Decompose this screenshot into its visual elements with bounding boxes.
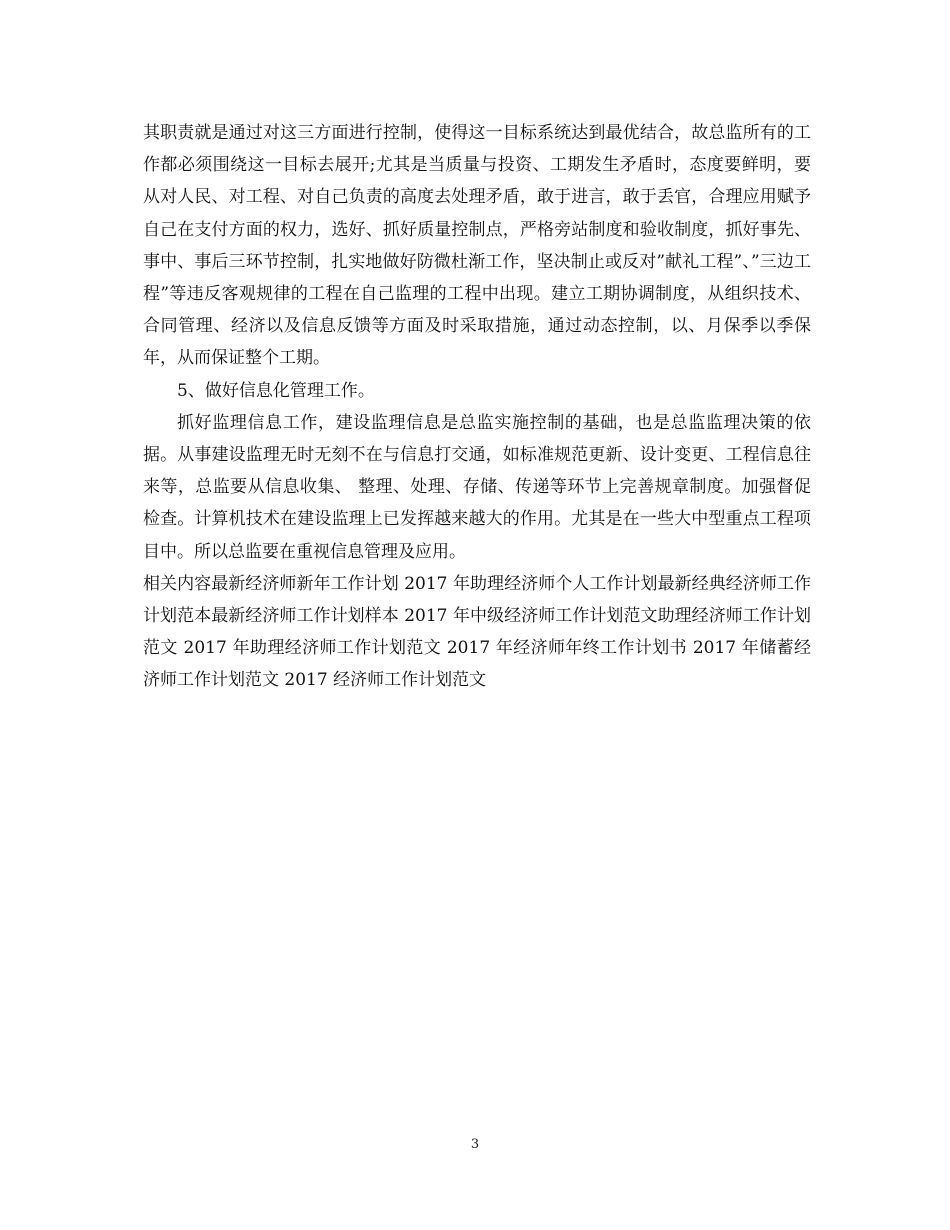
paragraph-duties: 其职责就是通过对这三方面进行控制，使得这一目标系统达到最优结合，故总监所有的工作都必须围绕这一目标去展开;尤其是当质量与投资、工期发生矛盾时，态度要鲜明，要从对人民、对工程、对自己负责的高度去处理矛盾，敢于进言，敢于丢官，合理应用赋予自己在支付方面的权力，选好、抓好质量控制点，严格旁站制度和验收制度，抓好事先、事中、事后三环节控制，扎实地做好防微杜渐工作，坚决制止或反对”献礼工程”、”三边工程”等违反客观规律的工程在自己监理的工程中出现。建立工期协调制度，从组织技术、合同管理、经济以及信息反馈等方面及时采取措施，通过动态控制，以、月保季以季保年，从而保证整个工期。: [143, 123, 811, 369]
section-heading-information-management: 5、做好信息化管理工作。: [177, 380, 375, 401]
paragraph-related-content: 相关内容最新经济师新年工作计划 2017 年助理经济师个人工作计划最新经典经济师工作计划范本最新经济师工作计划样本 2017 年中级经济师工作计划范文助理经济师工作计划范文 2017 年助理经济师工作计划范文 2017 年经济师年终工作计划书 2017 年储蓄经济师工作计划范文 2017 经济师工作计划范文: [143, 573, 811, 691]
page-number: 3: [470, 1137, 480, 1152]
body-text: [143, 117, 811, 697]
paragraph-information-work: 抓好监理信息工作，建设监理信息是总监实施控制的基础，也是总监监理决策的依据。从事建设监理无时无刻不在与信息打交通，如标准规范更新、设计变更、工程信息往来等，总监要从信息收集、 整理、处理、存储、传递等环节上完善规章制度。加强督促检查。计算机技术在建设监理上已发挥越来越大的作用。尤其是在一些大中型重点工程项目中。所以总监要在重视信息管理及应用。: [143, 412, 811, 562]
